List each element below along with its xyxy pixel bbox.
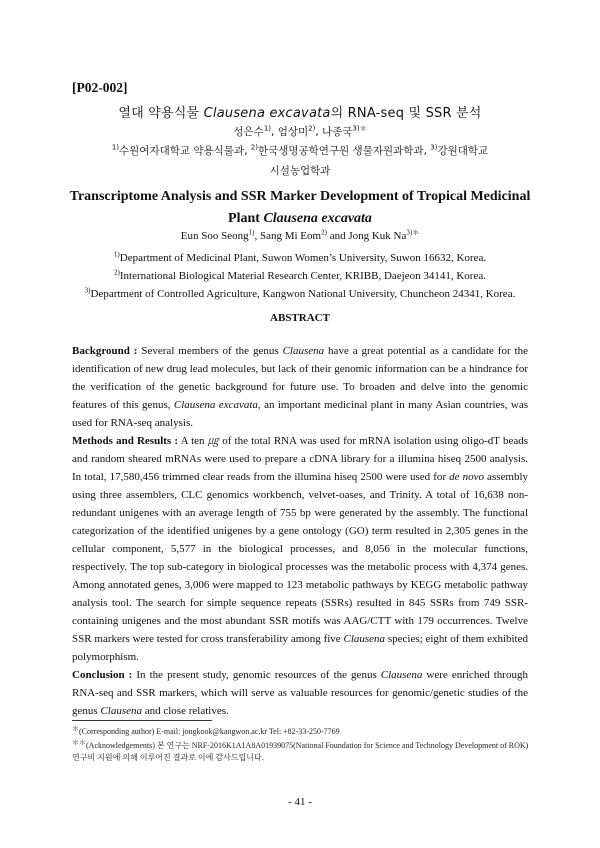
english-title-species: Clausena excavata bbox=[263, 211, 372, 226]
english-affiliations bbox=[40, 249, 560, 303]
english-affiliation-3 bbox=[40, 285, 560, 303]
methods-label: Methods and Results : bbox=[72, 435, 179, 447]
korean-author-3: , 나종국 bbox=[315, 126, 353, 138]
background-italic-2: Clausena excavata bbox=[173, 399, 258, 411]
korean-affiliation-1: 수원여자대학교 약용식물과, bbox=[119, 145, 251, 157]
korean-title bbox=[0, 102, 600, 121]
footnote-rule bbox=[72, 720, 212, 721]
conclusion-text-1: In the present study, genomic resources of the genus bbox=[132, 669, 381, 681]
methods-text-2: of the total RNA was used for mRNA isolation using oligo-dT beads and random sheared mRNAs were used to prepare a cDNA library for a illumina hiseq 2500 analysis. In total, 17,580,456 trimmed clear reads from the illumina hiseq 2500 were used for bbox=[72, 435, 528, 483]
footnote-text-1: (Corresponding author) E-mail: jongkook@kangwon.ac.kr Tel: +82-33-250-7769 bbox=[79, 727, 340, 736]
abstract-heading: ABSTRACT bbox=[270, 312, 330, 324]
background-paragraph bbox=[72, 342, 528, 432]
korean-author-1: 성은수 bbox=[233, 126, 264, 138]
conclusion-italic-2: Clausena bbox=[100, 705, 142, 717]
footnote-mark-1: ＊ bbox=[72, 724, 79, 733]
page-number: - 41 - bbox=[288, 796, 312, 808]
en-aff-sup-3: 3) bbox=[84, 286, 91, 295]
en-author-sup-3: 3)＊ bbox=[406, 228, 420, 237]
english-title bbox=[60, 186, 540, 230]
english-author-2: , Sang Mi Eom bbox=[254, 230, 322, 242]
methods-text-1: A ten bbox=[178, 435, 208, 447]
background-label: Background : bbox=[72, 345, 138, 357]
conclusion-italic-1: Clausena bbox=[380, 669, 423, 681]
korean-affiliation-2: 한국생명공학연구원 생물자원과학과, bbox=[257, 145, 431, 157]
methods-italic-1: de novo bbox=[449, 471, 484, 483]
background-text-3: , an important medicinal plant in many Asian countries, was used for RNA-seq analysis. bbox=[72, 399, 528, 429]
conclusion-text-3: and close relatives. bbox=[141, 705, 229, 717]
english-authors bbox=[0, 230, 600, 242]
conclusion-paragraph bbox=[72, 666, 528, 720]
english-author-1: Eun Soo Seong bbox=[180, 230, 249, 242]
english-title-line2 bbox=[60, 208, 540, 230]
english-affiliation-2 bbox=[40, 267, 560, 285]
en-aff-text-1: Department of Medicinal Plant, Suwon Women’s University, Suwon 16632, Korea. bbox=[119, 252, 487, 264]
author-sup-1: 1) bbox=[263, 124, 272, 133]
korean-affiliations-line1 bbox=[70, 141, 530, 161]
en-author-sup-1: 1) bbox=[248, 228, 255, 237]
background-italic-1: Clausena bbox=[282, 345, 325, 357]
aff-sup-1: 1) bbox=[111, 143, 120, 152]
author-sup-3: 3)＊ bbox=[352, 124, 367, 133]
en-aff-text-3: Department of Controlled Agriculture, Kangwon National University, Chuncheon 24341, Korea. bbox=[90, 288, 516, 300]
conclusion-text-2: were enriched through RNA-seq and SSR markers, which will serve as valuable resources for genomic/genetic studies of the genus bbox=[72, 669, 528, 717]
korean-title-pre: 열대 약용식물 bbox=[118, 106, 204, 121]
aff-sup-2: 2) bbox=[250, 143, 258, 152]
abstract-code: [P02-002] bbox=[72, 80, 128, 95]
korean-affiliations-line2: 시설농업학과 bbox=[269, 165, 331, 177]
methods-text-3: assembly using three assemblers, CLC genomics workbench, velvet-oases, and Trinity. A total of 16,638 non-redundant unigenes with an average length of 755 bp were generated by the assembly. The functional categorization of the identified unigenes by a gene ontology (GO) term resulted in 2,305 genes in the cellular component, 5,577 in the biological processes, and 8,056 in the molecular functions, respectively. The top sub-category in biological processes was the metabolic process with 4,374 genes. Among annotated genes, 3,006 were mapped to 123 metabolic pathways by KEGG metabolic pathway analysis tool. The search for simple sequence repeats (SSRs) resulted in 845 SSRs from 749 SSR-containing unigenes and the most abundant SSR motifs was AAG/CTT with 179 occurrences. Twelve SSR markers were tested for cross transferability among five bbox=[72, 471, 528, 645]
english-title-line1: Transcriptome Analysis and SSR Marker Development of Tropical Medicinal bbox=[69, 189, 531, 204]
english-author-3: and Jong Kuk Na bbox=[326, 230, 407, 242]
methods-text-4: species; eight of them exhibited polymorphism. bbox=[72, 633, 528, 663]
aff-sup-3: 3) bbox=[430, 143, 438, 152]
footnote-text-2: (Acknowledgements) 본 연구는 NRF-2016K1A1A8A01939075(National Foundation for Science and Technology Development of ROK)연구비 지원에 의해 이루어진 결과로 이에 감사드립니다. bbox=[72, 741, 529, 762]
english-title-plant: Plant bbox=[228, 211, 264, 226]
korean-title-species: Clausena excavata bbox=[203, 106, 331, 121]
background-text-1: Several members of the genus bbox=[137, 345, 283, 357]
methods-unit: ㎍ bbox=[207, 435, 220, 447]
abstract-body bbox=[72, 342, 528, 720]
en-aff-sup-2: 2) bbox=[114, 268, 120, 277]
methods-paragraph bbox=[72, 432, 528, 666]
english-affiliation-1 bbox=[40, 249, 560, 267]
korean-title-post: 의 RNA-seq 및 SSR 분석 bbox=[330, 106, 482, 121]
background-text-2: have a great potential as a candidate for the identification of new drug lead molecules, but lack of their genomic information can be a hindrance for the verification of the genetic background for future use. To broaden and delve into the genomic features of this genus, bbox=[72, 345, 529, 411]
footnote-acknowledgements bbox=[72, 740, 532, 764]
en-aff-text-2: International Biological Material Research Center, KRIBB, Daejeon 34141, Korea. bbox=[119, 270, 486, 282]
methods-italic-2: Clausena bbox=[343, 633, 386, 645]
footnote-mark-2: ＊＊ bbox=[72, 738, 86, 747]
korean-author-2: , 엄상미 bbox=[271, 126, 309, 138]
author-sup-2: 2) bbox=[308, 124, 316, 133]
korean-affiliation-3: 강원대학교 bbox=[437, 145, 489, 157]
korean-authors bbox=[0, 124, 600, 139]
conclusion-label: Conclusion : bbox=[72, 669, 133, 681]
korean-affiliations bbox=[70, 141, 530, 181]
footnote-corresponding bbox=[72, 726, 532, 738]
en-author-sup-2: 2) bbox=[321, 228, 327, 237]
en-aff-sup-1: 1) bbox=[113, 250, 120, 259]
